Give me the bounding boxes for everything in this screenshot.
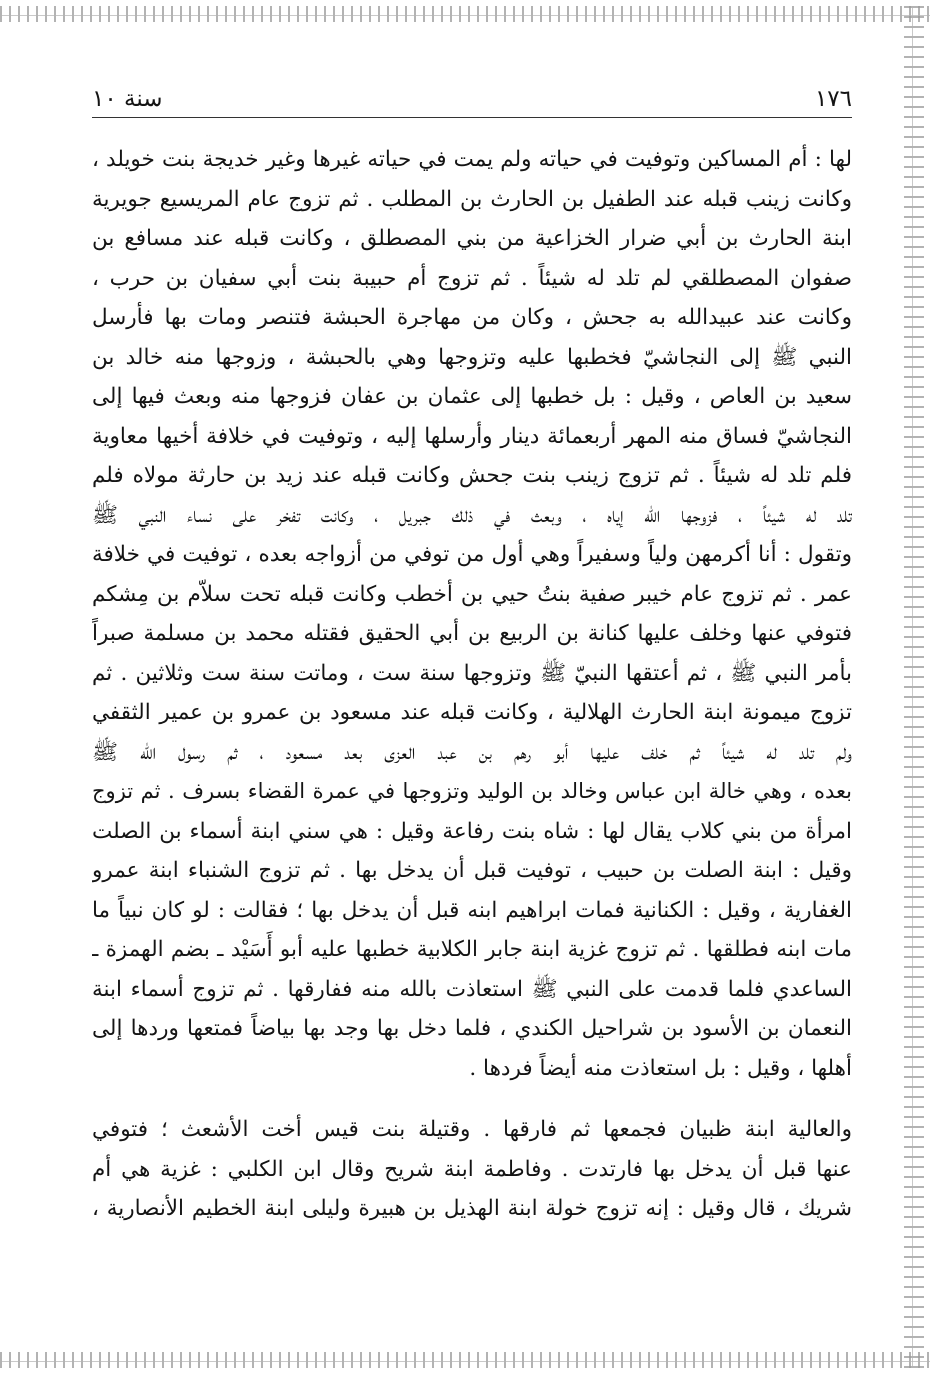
text-line: فتوفي عنها وخلف عليها كنانة بن الربيع بن أبي الحقيق فقتله محمد بن مسلمة صبراً xyxy=(92,621,852,646)
text-line: وكانت زينب قبله عند الطفيل بن الحارث بن المطلب . ثم تزوج عام المريسيع جويرية xyxy=(92,186,852,212)
text-line: سعيد بن العاص ، وقيل : بل خطبها إلى عثمان بن عفان فزوجها منه وبعث فيها إلى xyxy=(92,384,852,409)
text-line: النعمان بن الأسود بن شراحيل الكندي ، فلما دخل بها وجد بها بياضاً فمتعها وردها إلى xyxy=(92,1016,852,1041)
text-line: امرأة من بني كلاب يقال لها : شاه بنت رفاعة وقيل : هي سني ابنة أسماء بن الصلت xyxy=(92,818,852,844)
text-line: عمر . ثم تزوج عام خيبر صفية بنتُ حيي بن أخطب وكانت قبله تحت سلاّم بن مِشكم xyxy=(92,581,852,607)
right-ornamental-border xyxy=(904,6,924,1368)
running-head: سنة ١٠ xyxy=(92,86,169,112)
text-line: شريك ، قال وقيل : إنه تزوج خولة ابنة الهذيل بن هبيرة وليلى ابنة الخطيم الأنصارية ، xyxy=(92,1196,852,1221)
text-line: الغفارية ، وقيل : الكنانية فمات ابراهيم ابنه قبل أن يدخل بها ؛ فقالت : لو كان نبياً ما xyxy=(92,897,852,923)
header-rule xyxy=(92,117,852,118)
text-line: ولم تلد له شيئاً ثم خلف عليها أبو رهم بن عبد العزى بعد مسعود ، ثم رسول الله ﷺ xyxy=(92,739,852,765)
text-line: لها : أم المساكين وتوفيت في حياته ولم يمت في حياته غيرها وغير خديجة بنت خويلد ، xyxy=(92,147,852,172)
text-line: ابنة الحارث بن أبي ضرار الخزاعية من بني المصطلق ، وكانت قبله عند مسافع بن xyxy=(92,226,852,251)
bottom-ornamental-border xyxy=(0,1352,930,1368)
text-line: عنها قبل أن يدخل بها فارتدت . وفاطمة ابنة شريح وقال ابن الكلبي : غزية هي أم xyxy=(92,1156,852,1182)
text-line: بأمر النبي ﷺ ، ثم أعتقها النبيّ ﷺ وتزوجها سنة ست ، وماتت سنة ست وثلاثين . ثم xyxy=(92,660,852,686)
text-line: الساعدي فلما قدمت على النبي ﷺ استعاذت بالله منه ففارقها . ثم تزوج أسماء ابنة xyxy=(92,976,852,1002)
text-line: وقيل : ابنة الصلت بن حبيب ، توفيت قبل أن يدخل بها . ثم تزوج الشنباء ابنة عمرو xyxy=(92,858,852,883)
text-line: فلم تلد له شيئاً . ثم تزوج زينب بنت جحش وكانت قبله عند زيد بن حارثة مولاه فلم xyxy=(92,463,852,488)
text-line: بعده ، وهي خالة ابن عباس وخالد بن الوليد وتزوجها في عمرة القضاء بسرف . ثم تزوج xyxy=(92,779,852,803)
text-line: تزوج ميمونة ابنة الحارث الهلالية ، وكانت قبله عند مسعود بن عمرو بن عمير الثقفي xyxy=(92,700,852,725)
text-line: النبي ﷺ إلى النجاشيّ فخطبها عليه وتزوجها وهي بالحبشة ، وزوجها منه خالد بن xyxy=(92,344,852,370)
text-line: مات ابنه فطلقها . ثم تزوج غزية ابنة جابر الكلابية خطبها عليه أبو أَسَيْد ـ بضم الهمزة ـ xyxy=(92,937,852,962)
top-ornamental-border xyxy=(0,6,930,22)
page-header xyxy=(92,86,852,126)
text-line: النجاشيّ فساق منه المهر أربعمائة دينار وأرسلها إليه ، وتوفيت في خلافة أخيها معاوية xyxy=(92,423,852,449)
text-line: صفوان المصطلقي لم تلد له شيئاً . ثم تزوج أم حبيبة بنت أبي سفيان بن حرب ، xyxy=(92,265,852,291)
paragraph-2 xyxy=(92,1110,852,1229)
paragraph-spacer xyxy=(92,1088,852,1110)
text-line: وتقول : أنا أكرمهن ولياً وسفيراً وهي أول من توفي من أزواجه بعده ، توفيت في خلافة xyxy=(92,542,852,567)
body-text xyxy=(92,140,852,1229)
page-number: ١٧٦ xyxy=(809,86,852,112)
text-line: تلد له شيئاً ، فزوجها الله إياه ، وبعث في ذلك جبريل ، وكانت تفخر على نساء النبي ﷺ xyxy=(92,502,852,528)
text-line: والعالية ابنة ظبيان فجمعها ثم فارقها . وقتيلة بنت قيس أخت الأشعث ؛ فتوفي xyxy=(92,1117,852,1142)
text-line: وكانت عند عبيدالله به جحش ، وكان من مهاجرة الحبشة فتنصر ومات بها فأرسل xyxy=(92,305,852,330)
text-line: أهلها ، وقيل : بل استعاذت منه أيضاً فردها . xyxy=(469,1055,852,1081)
paragraph-1 xyxy=(92,140,852,1088)
